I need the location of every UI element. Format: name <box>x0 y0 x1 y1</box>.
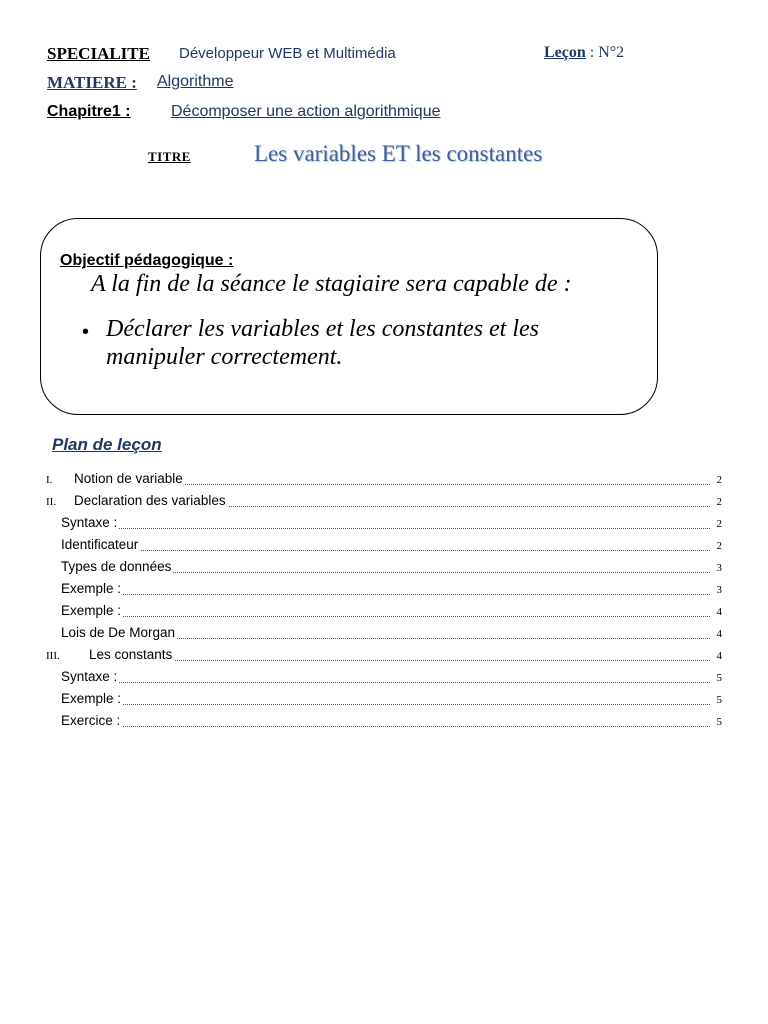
toc-text: Exercice : <box>61 713 121 728</box>
toc-text: Identificateur <box>61 537 139 552</box>
toc-page: 5 <box>716 672 722 684</box>
toc-entry[interactable] <box>46 537 722 557</box>
toc-text: Syntaxe : <box>61 669 118 684</box>
toc-page: 5 <box>716 694 722 706</box>
toc-number: I. <box>46 474 53 486</box>
toc-page: 5 <box>716 716 722 728</box>
toc-text: Notion de variable <box>74 471 183 486</box>
chapitre-label: Chapitre1 : <box>47 103 131 120</box>
toc-page: 3 <box>716 584 722 596</box>
matiere-label: MATIERE : <box>47 73 137 92</box>
toc-entry[interactable] <box>46 493 722 513</box>
toc-number: III. <box>46 650 60 662</box>
toc-page: 2 <box>716 496 722 508</box>
toc-leader <box>89 660 710 661</box>
toc-leader <box>61 594 710 595</box>
lecon-value: : N°2 <box>585 44 625 61</box>
toc-page: 2 <box>716 518 722 530</box>
toc-text: Les constants <box>89 647 173 662</box>
toc-page: 3 <box>716 562 722 574</box>
toc-leader <box>61 682 710 683</box>
toc-leader <box>61 726 710 727</box>
toc-text: Exemple : <box>61 581 122 596</box>
specialite-value: Développeur WEB et Multimédia <box>179 45 396 62</box>
toc-page: 4 <box>716 650 722 662</box>
toc-entry[interactable] <box>46 625 722 645</box>
toc-page: 4 <box>716 606 722 618</box>
toc-entry[interactable] <box>46 515 722 535</box>
toc-entry[interactable] <box>46 581 722 601</box>
toc-entry[interactable] <box>46 713 722 733</box>
toc-number: II. <box>46 496 57 508</box>
bullet-icon: • <box>82 321 90 343</box>
toc-entry[interactable] <box>46 603 722 623</box>
toc-page: 2 <box>716 540 722 552</box>
toc-text: Declaration des variables <box>74 493 226 508</box>
toc-text: Syntaxe : <box>61 515 118 530</box>
toc-entry[interactable] <box>46 669 722 689</box>
toc-leader <box>61 616 710 617</box>
matiere-value: Algorithme <box>157 73 234 90</box>
toc-entry[interactable] <box>46 647 722 667</box>
lecon-label: Leçon <box>544 44 586 61</box>
objective-intro: A la fin de la séance le stagiaire sera capable de : <box>91 271 572 297</box>
titre-label: TITRE <box>148 149 191 164</box>
toc-leader <box>61 528 710 529</box>
toc-text: Exemple : <box>61 691 122 706</box>
toc-text: Types de données <box>61 559 172 574</box>
specialite-label: SPECIALITE <box>47 44 150 63</box>
lecon-info <box>544 44 624 62</box>
toc-entry[interactable] <box>46 559 722 579</box>
toc-entry[interactable] <box>46 471 722 491</box>
objective-item-line2: manipuler correctement. <box>106 344 343 370</box>
toc-text: Lois de De Morgan <box>61 625 176 640</box>
toc-entry[interactable] <box>46 691 722 711</box>
toc-text: Exemple : <box>61 603 122 618</box>
toc-page: 2 <box>716 474 722 486</box>
toc-leader <box>61 550 710 551</box>
document-title: Les variables ET les constantes <box>254 141 543 166</box>
plan-title: Plan de leçon <box>52 435 162 454</box>
toc-page: 4 <box>716 628 722 640</box>
objective-title: Objectif pédagogique : <box>60 252 234 269</box>
chapitre-value: Décomposer une action algorithmique <box>171 103 441 120</box>
objective-item-line1: Déclarer les variables et les constantes et les <box>106 316 540 342</box>
toc-leader <box>61 704 710 705</box>
